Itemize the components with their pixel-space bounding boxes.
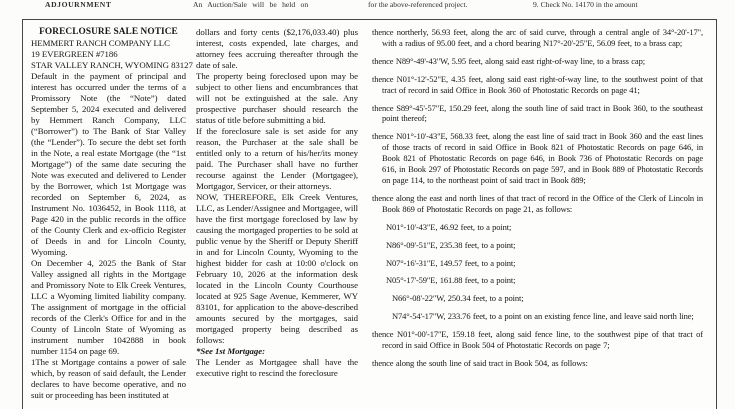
legal-call: thence along the east and north lines of that tract of record in the Office of the Clerk of Lincoln in Book 869 of Photostatic Records on page 21, as follows: xyxy=(372,192,703,214)
recipient-city-state: STAR VALLEY RANCH, WYOMING 83127 xyxy=(31,60,193,70)
see-first-mortgage-heading: *See 1st Mortgage: xyxy=(196,346,265,356)
paragraph-now-therefore: NOW, THEREFORE, Elk Creek Ventures, LLC, as Lender/Assignee and Mortgagee, will have the first mortgage foreclosed by law by causing the mortgaged properties to be sold at public venue by the Sheriff or Deputy Sheriff in and for Lincoln County, Wyoming to the highest bidder for cash at 10:00 o'clock on February 10, 2026 at the information desk located in the Lincoln County Courthouse located at 925 Sage Avenue, Kemmerer, WY 83101, for application to the above-described amounts secured by the mortgages, said mortgaged property being described as follows: xyxy=(196,192,358,345)
notice-column-middle xyxy=(196,27,358,379)
legal-call: thence N89°-49'-43"W, 5.95 feet, along said east right-of-way line, to a brass cap; xyxy=(372,55,645,66)
top-strip-auction-sale: An Auction/Sale will be held on xyxy=(193,0,309,9)
legal-bearing-call: N74°-54'-17"W, 233.76 feet, to a point on an existing fence line, and leave said north line; xyxy=(392,311,694,322)
top-strip-adjournment: ADJOURNMENT xyxy=(45,0,112,9)
legal-call: thence N01°-12'-52"E, 4.35 feet, along said east right-of-way line, to the southwest point of that tract of record in said Office in Book 360 of Photostatic Records on page 41; xyxy=(372,73,703,95)
legal-call: thence N01°-10'-43"E, 568.33 feet, along the east line of said tract in Book 360 and the east lines of those tracts of record in said Office in Book 821 of Photostatic Records on page 646, in Book 821 of Photostatic Records on page 646, in Book 736 of Photostatic Records on page 616, in Book 297 of Photostatic Records on page 597, and in Book 889 of Photostatic Records on page 114, to the northeast point of said tract in Book 889; xyxy=(372,131,703,185)
legal-call: thence along the south line of said tract in Book 504, as follows: xyxy=(372,357,588,368)
legal-bearing-call: N07°-16'-31"E, 149.57 feet, to a point; xyxy=(386,257,516,268)
foreclosure-notice-box xyxy=(22,19,717,409)
legal-bearing-call: N01°-10'-43"E, 46.92 feet, to a point; xyxy=(386,221,512,232)
legal-bearing-call: N66°-08'-22"W, 250.34 feet, to a point; xyxy=(392,293,524,304)
legal-call: thence S89°-45'-57"E, 150.29 feet, along the south line of said tract in Book 360, to the southeast point thereof; xyxy=(372,102,703,124)
notice-column-left xyxy=(31,27,193,401)
paragraph-sale-set-aside: If the foreclosure sale is set aside for any reason, the Purchaser at the sale shall be entitled only to a return of his/her/its money paid. The Purchaser shall have no further recourse against the Lender (Mortgagee), Mortgagor, Servicer, or their attorneys. xyxy=(196,126,358,191)
notice-title: FORECLOSURE SALE NOTICE xyxy=(39,27,178,37)
top-strip-referenced-project: for the above-referenced project. xyxy=(368,0,468,9)
paragraph-power-of-sale: 1The st Mortgage contains a power of sale which, by reason of said default, the Lender declares to have become operative, and no suit or proceeding has been instituted at xyxy=(31,357,186,400)
paragraph-amount-due: dollars and forty cents ($2,176,033.40) plus interest, costs expended, late charges, and attorney fees accruing thereafter through the date of sale. xyxy=(196,27,358,70)
legal-call: thence N01°-00'-17"E, 159.18 feet, along said fence line, to the southwest pipe of that tract of record in said Office in Book 504 of Photostatic Records on page 7; xyxy=(372,329,703,351)
paragraph-assignment: On December 4, 2025 the Bank of Star Valley assigned all rights in the Mortgage and Promissory Note to Elk Creek Ventures, LLC a Wyoming limited liability company. The assignment of mortgage in the official records of the Clerk's Office for and in the County of Lincoln State of Wyoming as instrument number 1042888 in book number 1154 on page 69. xyxy=(31,258,186,356)
top-strip-check-amount: 9. Check No. 14170 in the amount xyxy=(533,0,638,9)
recipient-street: 19 EVERGREEN #7186 xyxy=(31,49,118,59)
paragraph-default-note: Default in the payment of principal and interest has occurred under the terms of a Promissory Note (the “Note”) dated September 5, 2024 executed and delivered by Hemmert Ranch Company, LLC (“Borrower”) to The Bank of Star Valley (the “Lender”). To secure the debt set forth in the Note, a real estate Mortgage (the “1st Mortgage”) of the same date securing the Note was executed and delivered to Lender by the Borrower, which 1st Mortgage was recorded on September 6, 2024, as Instrument No. 1036452, in Book 1118, at Page 420 in the public records in the office of the County Clerk and ex-officio Register of Deeds in and for Lincoln County, Wyoming. xyxy=(31,71,186,257)
legal-bearing-call: N86°-09'-51"E, 235.38 feet, to a point; xyxy=(386,239,516,250)
paragraph-rescind-right: The Lender as Mortgagee shall have the executive right to rescind the foreclosure xyxy=(196,357,358,378)
recipient-name: HEMMERT RANCH COMPANY LLC xyxy=(31,38,170,48)
legal-description-column xyxy=(372,27,703,376)
legal-bearing-call: N05°-17'-59"E, 161.88 feet, to a point; xyxy=(386,275,516,286)
paragraph-liens-encumbrances: The property being foreclosed upon may be subject to other liens and encumbrances that will not be extinguished at the sale. Any prospective purchaser should research the status of title before submitting a bid. xyxy=(196,71,358,125)
legal-call: thence northerly, 56.93 feet, along the arc of said curve, through a central angle of 34°-20'-17", with a radius of 95.00 feet, and a chord bearing N17°-20'-25"E, 56.09 feet, to a brass cap; xyxy=(372,27,703,48)
